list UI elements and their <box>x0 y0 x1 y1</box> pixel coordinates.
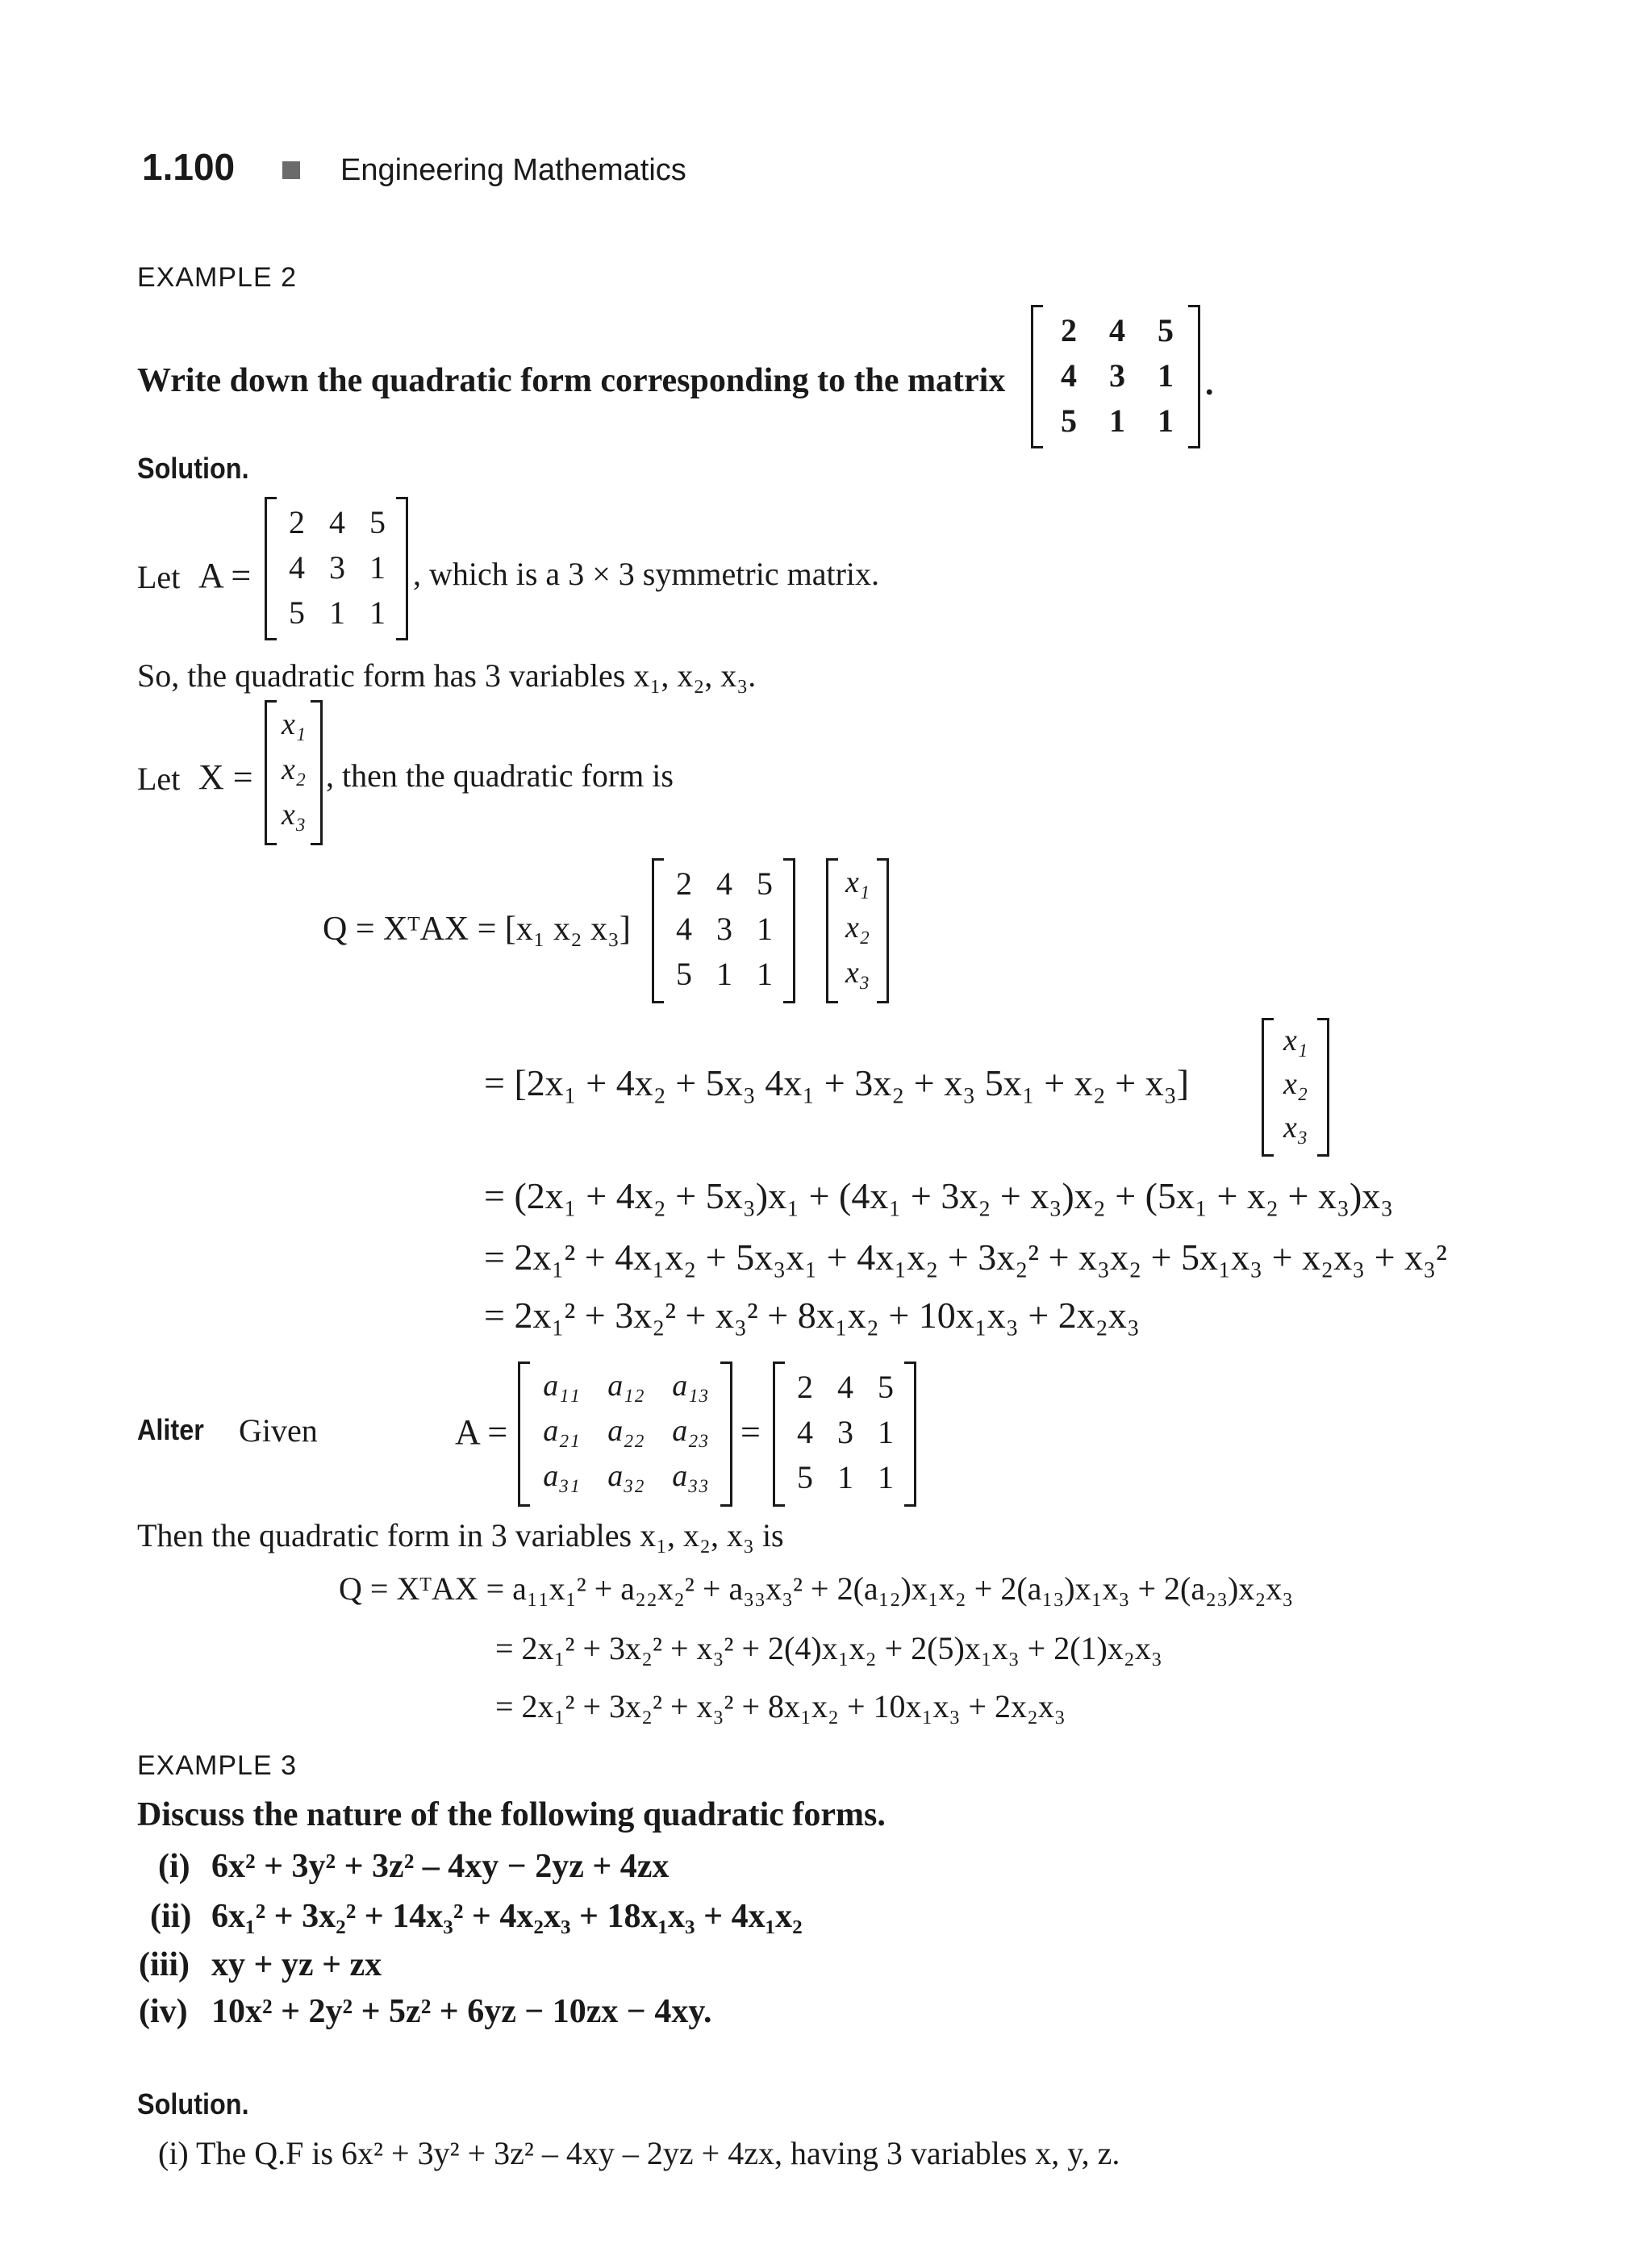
solution-i: (i) The Q.F is 6x² + 3y² + 3z² – 4xy – 2yz + 4zx, having 3 variables x, y, z. <box>158 2135 1120 2171</box>
example-2-label: EXAMPLE 2 <box>137 262 297 293</box>
matrix-cell: a₁₃ <box>672 1369 709 1403</box>
aliter-equals: = <box>740 1412 761 1452</box>
book-title: Engineering Mathematics <box>340 153 686 187</box>
example-2-question: Write down the quadratic form corresponding to the matrix <box>137 362 1006 399</box>
aliter-label: Aliter <box>137 1413 204 1446</box>
item-expression: 6x² + 3y² + 3z² – 4xy − 2yz + 4zx <box>211 1848 670 1885</box>
matrix-cell: 2 <box>676 865 692 902</box>
matrix-cell: 3 <box>1109 357 1125 394</box>
matrix-cell: 1 <box>1158 402 1174 439</box>
item-number: (i) <box>158 1848 190 1885</box>
matrix-cell: 1 <box>878 1459 894 1495</box>
vector-cell: x₁ <box>845 865 870 899</box>
item-number: (iv) <box>139 1993 188 2030</box>
aliter-line-3: = 2x₁² + 3x₂² + x₃² + 8x₁x₂ + 10x₁x₃ + 2x₂x₃ <box>495 1688 1066 1724</box>
q-definition: Q = XᵀAX = [x₁ x₂ x₃] <box>323 911 631 948</box>
example-3-question: Discuss the nature of the following quadratic forms. <box>137 1796 886 1833</box>
matrix-cell: 1 <box>837 1459 853 1495</box>
vector-cell: x₃ <box>845 956 870 990</box>
matrix-cell: 1 <box>757 956 773 992</box>
matrix-cell: 3 <box>716 911 732 947</box>
matrix-cell: 1 <box>369 549 386 586</box>
matrix-cell: 4 <box>1109 312 1125 348</box>
matrix-cell: 5 <box>676 956 692 992</box>
let-x-suffix: , then the quadratic form is <box>326 757 674 794</box>
item-number: (ii) <box>150 1898 192 1935</box>
a-equals: A = <box>198 556 252 595</box>
item-expression: 6x₁² + 3x₂² + 14x₃² + 4x₂x₃ + 18x₁x₃ + 4x₁x₂ <box>211 1898 803 1935</box>
matrix-cell: 4 <box>716 865 732 902</box>
matrix-a <box>265 497 408 640</box>
step-3: = 2x₁² + 4x₁x₂ + 5x₃x₁ + 4x₁x₂ + 3x₂² + x₃x₂ + 5x₁x₃ + x₂x₃ + x₃² <box>484 1236 1447 1278</box>
matrix-cell: 5 <box>878 1369 894 1405</box>
aliter-a-equals: A = <box>455 1412 508 1452</box>
matrix-cell: a₁₂ <box>607 1369 645 1403</box>
matrix-cell: a₂₁ <box>543 1414 580 1448</box>
vector-x-step-1 <box>1262 1018 1329 1157</box>
vector-cell: x₃ <box>1283 1111 1308 1145</box>
then-sentence: Then the quadratic form in 3 variables x₁, x₂, x₃ is <box>137 1517 784 1553</box>
matrix-cell: a₃₃ <box>672 1459 709 1493</box>
matrix-cell: 1 <box>878 1414 894 1450</box>
page-number: 1.100 <box>142 146 236 188</box>
matrix-cell: 4 <box>1061 357 1077 394</box>
matrix-cell: 5 <box>757 865 773 902</box>
solution-label-2: Solution. <box>137 2087 249 2120</box>
vector-cell: x₁ <box>1283 1024 1308 1057</box>
vector-cell: x₃ <box>281 798 307 832</box>
aliter-line-1: Q = XᵀAX = a₁₁x₁² + a₂₂x₂² + a₃₃x₃² + 2(a₁₂)x₁x₂ + 2(a₁₃)x₁x₃ + 2(a₂₃)x₂x₃ <box>339 1570 1294 1607</box>
matrix-cell: 3 <box>329 549 345 586</box>
matrix-cell: 5 <box>1158 312 1174 348</box>
let-a-suffix: , which is a 3 × 3 symmetric matrix. <box>413 556 880 592</box>
let-a-prefix: Let <box>137 559 181 595</box>
x-equals: X = <box>198 757 253 797</box>
matrix-cell: 4 <box>837 1369 853 1405</box>
matrix-cell: 1 <box>329 594 345 631</box>
matrix-cell: 4 <box>329 504 345 540</box>
step-2: = (2x₁ + 4x₂ + 5x₃)x₁ + (4x₁ + 3x₂ + x₃)x₂ + (5x₁ + x₂ + x₃)x₃ <box>484 1175 1394 1216</box>
matrix-cell: a₃₁ <box>543 1459 580 1493</box>
vector-x <box>265 700 323 845</box>
step-1: = [2x₁ + 4x₂ + 5x₃ 4x₁ + 3x₂ + x₃ 5x₁ + x₂ + x₃] <box>484 1062 1190 1103</box>
example-3-label: EXAMPLE 3 <box>137 1750 297 1781</box>
matrix-cell: a₁₁ <box>543 1369 580 1403</box>
matrix-cell: a₃₂ <box>607 1459 645 1493</box>
matrix-cell: 2 <box>289 504 305 540</box>
matrix-cell: 2 <box>1061 312 1077 348</box>
matrix-cell: 2 <box>797 1369 813 1405</box>
matrix-cell: 5 <box>289 594 305 631</box>
matrix-cell: 1 <box>757 911 773 947</box>
step-4: = 2x₁² + 3x₂² + x₃² + 8x₁x₂ + 10x₁x₃ + 2x₂x₃ <box>484 1295 1140 1336</box>
matrix-cell: 1 <box>716 956 732 992</box>
matrix-cell: 5 <box>369 504 386 540</box>
matrix-cell: a₂₃ <box>672 1414 709 1448</box>
question-period: . <box>1205 365 1214 402</box>
matrix-cell: 5 <box>797 1459 813 1495</box>
matrix-a-general <box>518 1362 732 1507</box>
matrix-cell: 4 <box>289 549 305 586</box>
header-square-icon <box>282 161 300 179</box>
vector-cell: x₂ <box>845 911 870 945</box>
matrix-cell: 3 <box>837 1414 853 1450</box>
aliter-line-2: = 2x₁² + 3x₂² + x₃² + 2(4)x₁x₂ + 2(5)x₁x₃ + 2(1)x₂x₃ <box>495 1630 1162 1666</box>
item-expression: 10x² + 2y² + 5z² + 6yz − 10zx − 4xy. <box>211 1993 712 2030</box>
question-matrix <box>1031 305 1200 448</box>
matrix-cell: 1 <box>369 594 386 631</box>
matrix-cell: 5 <box>1061 402 1077 439</box>
matrix-cell: 1 <box>1158 357 1174 394</box>
matrix-cell: 4 <box>676 911 692 947</box>
variables-sentence: So, the quadratic form has 3 variables x₁, x₂, x₃. <box>137 657 757 694</box>
item-number: (iii) <box>139 1946 190 1983</box>
matrix-cell: 1 <box>1109 402 1125 439</box>
let-x-prefix: Let <box>137 761 181 797</box>
vector-cell: x₁ <box>281 707 307 741</box>
matrix-a-in-q <box>652 858 795 1003</box>
vector-cell: x₂ <box>281 753 307 786</box>
vector-x-in-q <box>826 858 889 1003</box>
aliter-given: Given <box>239 1412 318 1449</box>
vector-cell: x₂ <box>1283 1067 1308 1101</box>
matrix-cell: a₂₂ <box>607 1414 645 1448</box>
matrix-a-aliter <box>773 1362 916 1507</box>
solution-label: Solution. <box>137 452 249 485</box>
matrix-cell: 4 <box>797 1414 813 1450</box>
item-expression: xy + yz + zx <box>211 1946 382 1983</box>
